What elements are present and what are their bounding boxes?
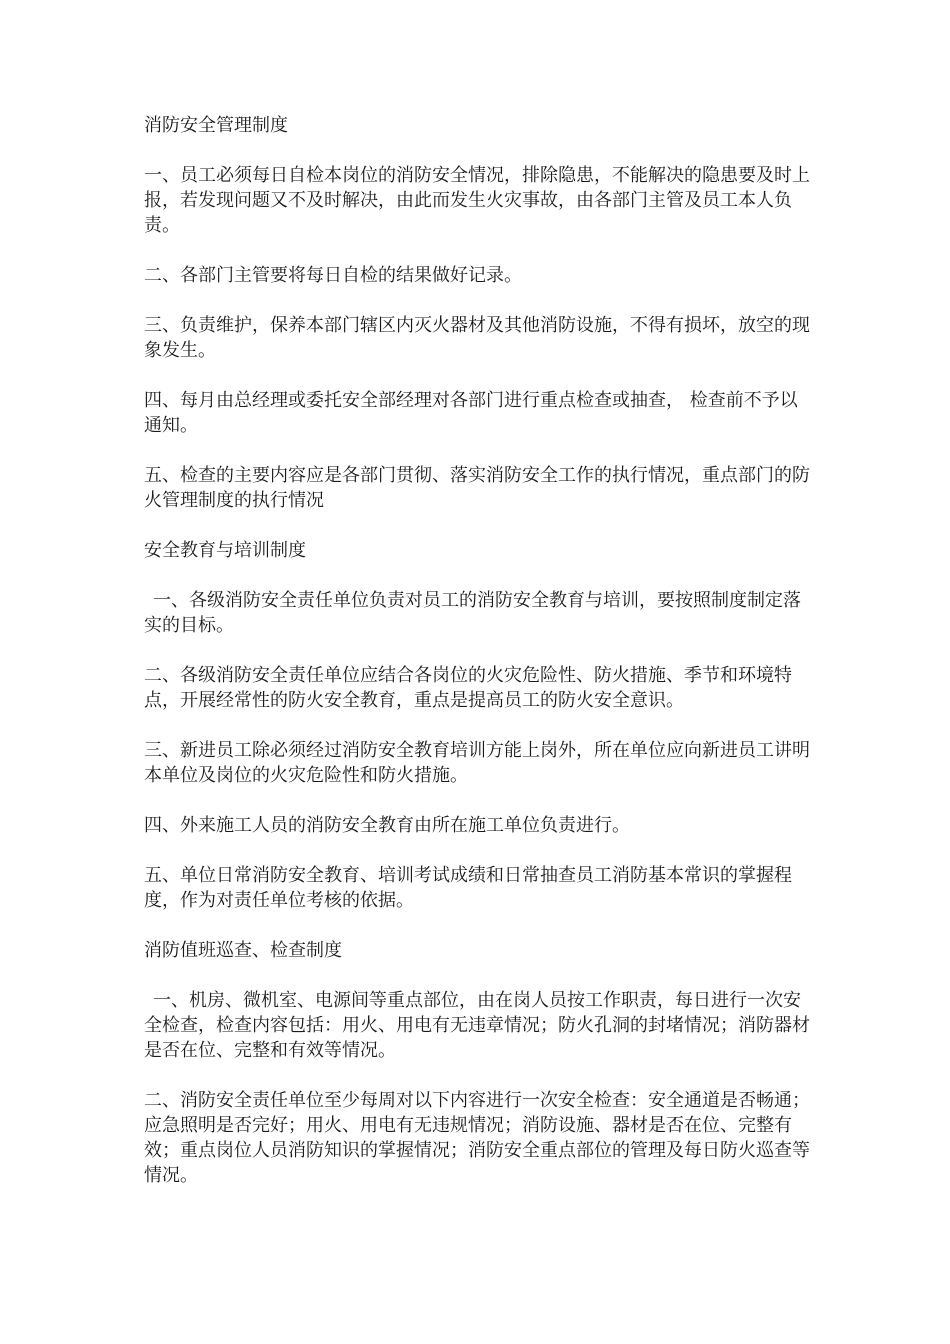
paragraph: 三、新进员工除必须经过消防安全教育培训方能上岗外，所在单位应向新进员工讲明本单位及岗位的火灾危险性和防火措施。 [144,740,810,786]
paragraph: 五、单位日常消防安全教育、培训考试成绩和日常抽查员工消防基本常识的掌握程度，作为对责任单位考核的依据。 [144,865,792,911]
paragraph: 二、各部门主管要将每日自检的结果做好记录。 [144,265,522,286]
paragraph: 五、检查的主要内容应是各部门贯彻、落实消防安全工作的执行情况，重点部门的防火管理制度的执行情况 [144,465,810,511]
paragraph: 一、机房、微机室、电源间等重点部位，由在岗人员按工作职责，每日进行一次安全检查，检查内容包括：用火、用电有无违章情况；防火孔洞的封堵情况；消防器材是否在位、完整和有效等情况。 [144,990,810,1061]
paragraph: 二、消防安全责任单位至少每周对以下内容进行一次安全检查：安全通道是否畅通；应急照明是否完好；用火、用电有无违规情况；消防设施、器材是否在位、完整有效；重点岗位人员消防知识的掌握情况；消防安全重点部位的管理及每日防火巡查等情况。 [144,1090,810,1186]
paragraph: 四、外来施工人员的消防安全教育由所在施工单位负责进行。 [144,815,630,836]
paragraph: 一、各级消防安全责任单位负责对员工的消防安全教育与培训，要按照制度制定落实的目标。 [144,590,801,636]
section-title-fire-safety-management: 消防安全管理制度 [144,115,288,136]
paragraph: 二、各级消防安全责任单位应结合各岗位的火灾危险性、防火措施、季节和环境特点，开展经常性的防火安全教育，重点是提高员工的防火安全意识。 [144,665,792,711]
document-body [144,113,810,1213]
section-title-duty-patrol-inspection: 消防值班巡查、检查制度 [144,940,342,961]
section-title-safety-education-training: 安全教育与培训制度 [144,540,306,561]
paragraph: 三、负责维护，保养本部门辖区内灭火器材及其他消防设施，不得有损坏，放空的现象发生。 [144,315,810,361]
paragraph: 四、每月由总经理或委托安全部经理对各部门进行重点检查或抽查， 检查前不予以通知。 [144,390,798,436]
paragraph: 一、员工必须每日自检本岗位的消防安全情况，排除隐患，不能解决的隐患要及时上报，若发现问题又不及时解决，由此而发生火灾事故，由各部门主管及员工本人负责。 [144,165,810,236]
